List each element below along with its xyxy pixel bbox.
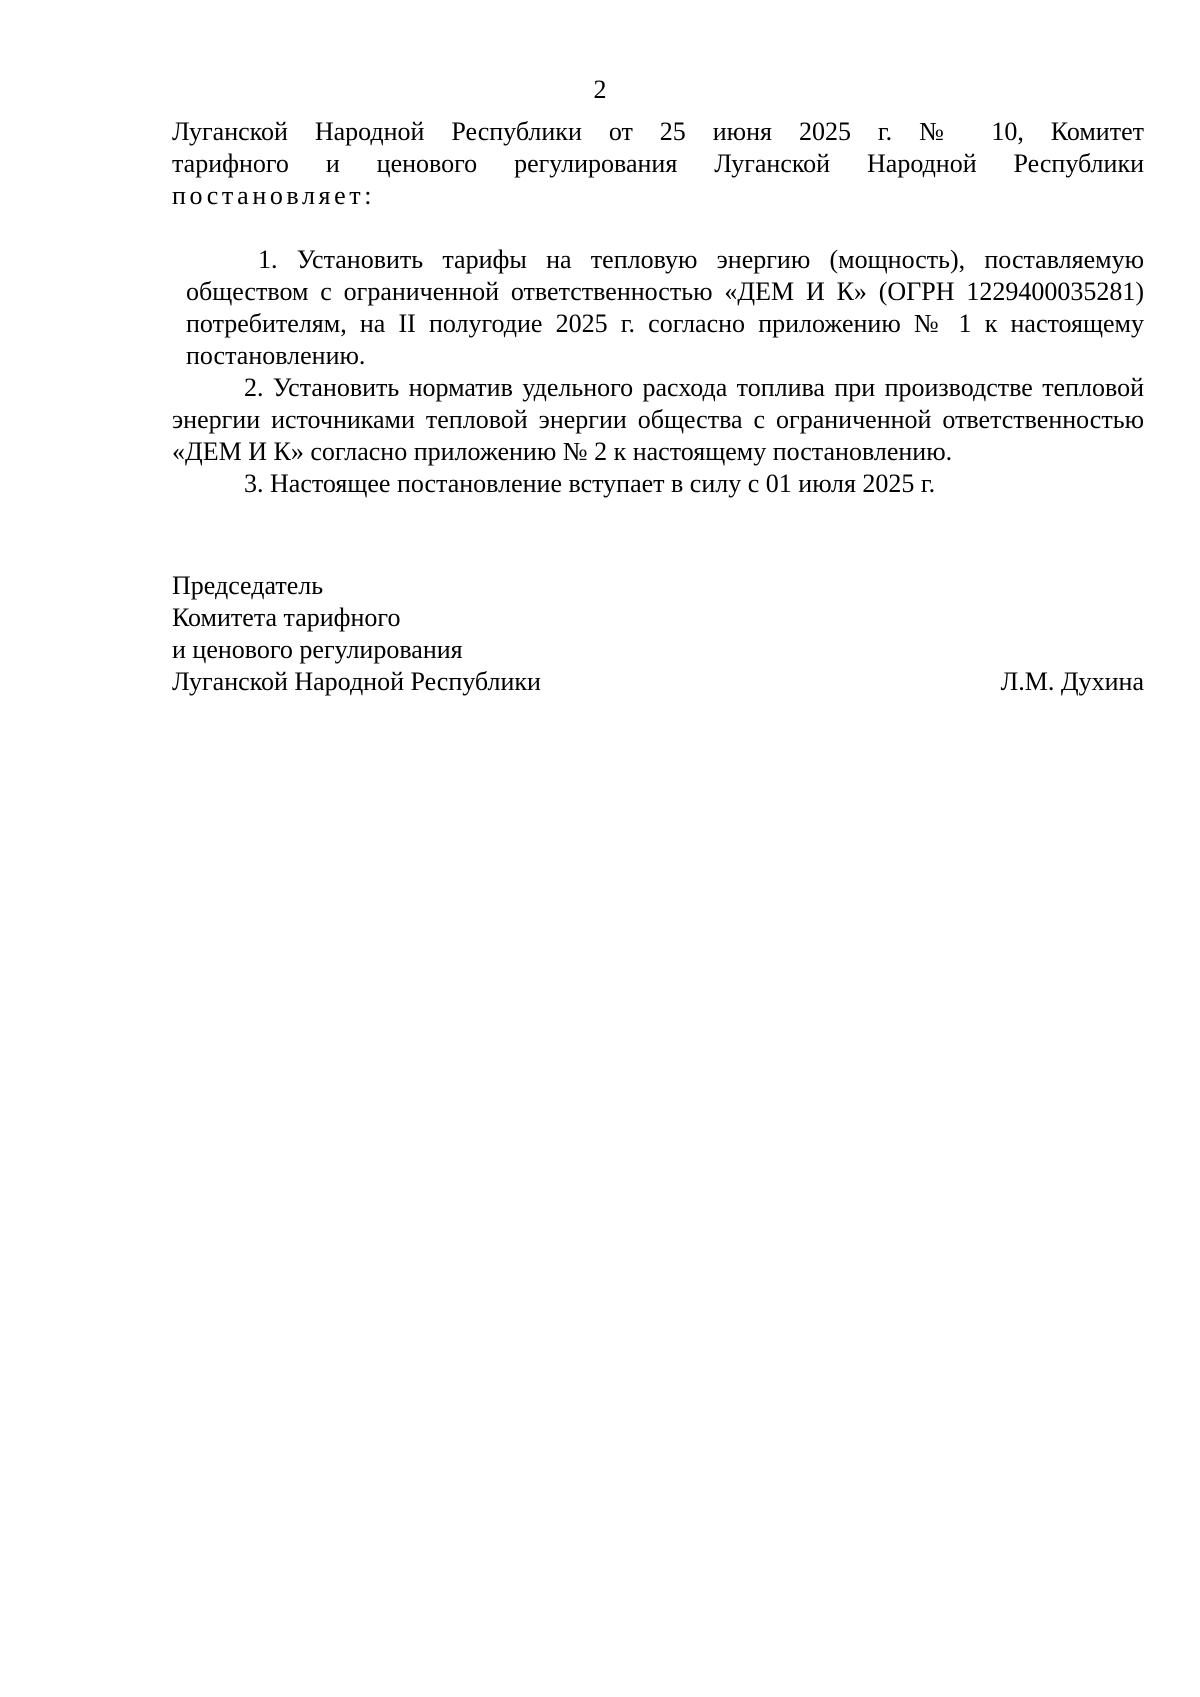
signatory-title-line-4: Луганской Народной Республики bbox=[172, 667, 541, 696]
signatory-name: Л.М. Духина bbox=[1000, 667, 1144, 696]
decree-item-3: 3. Настоящее постановление вступает в силу с 01 июля 2025 г. bbox=[244, 469, 936, 498]
intro-paragraph bbox=[172, 116, 1144, 212]
signature-block bbox=[172, 570, 1144, 698]
document-body bbox=[172, 116, 1144, 698]
signatory-title-line-2: Комитета тарифного bbox=[172, 603, 401, 632]
intro-line-2: тарифного и ценового регулирования Луганской Народной Республики bbox=[172, 149, 1144, 178]
intro-line-1: Луганской Народной Республики от 25 июня 2025 г. № 10, Комитет bbox=[172, 117, 1144, 146]
page-number: 2 bbox=[593, 75, 607, 104]
signatory-title-line-3: и ценового регулирования bbox=[172, 635, 463, 664]
signatory-title-line-1: Председатель bbox=[172, 571, 324, 600]
decree-word: постановляет: bbox=[172, 181, 376, 210]
decree-item-1: 1. Установить тарифы на тепловую энергию (мощность), поставляемую обществом с ограниченной ответственностью «ДЕМ И К» (ОГРН 1229400035281) потребителям, на II полугодие 2025 г. согласно приложению № 1 к настоящему постановлению. bbox=[186, 245, 1144, 370]
decree-item-2: 2. Установить норматив удельного расхода топлива при производстве тепловой энергии источниками тепловой энергии общества с ограниченной ответственностью «ДЕМ И К» согласно приложению № 2 к настоящему постановлению. bbox=[172, 373, 1144, 466]
decree-items bbox=[172, 244, 1144, 500]
